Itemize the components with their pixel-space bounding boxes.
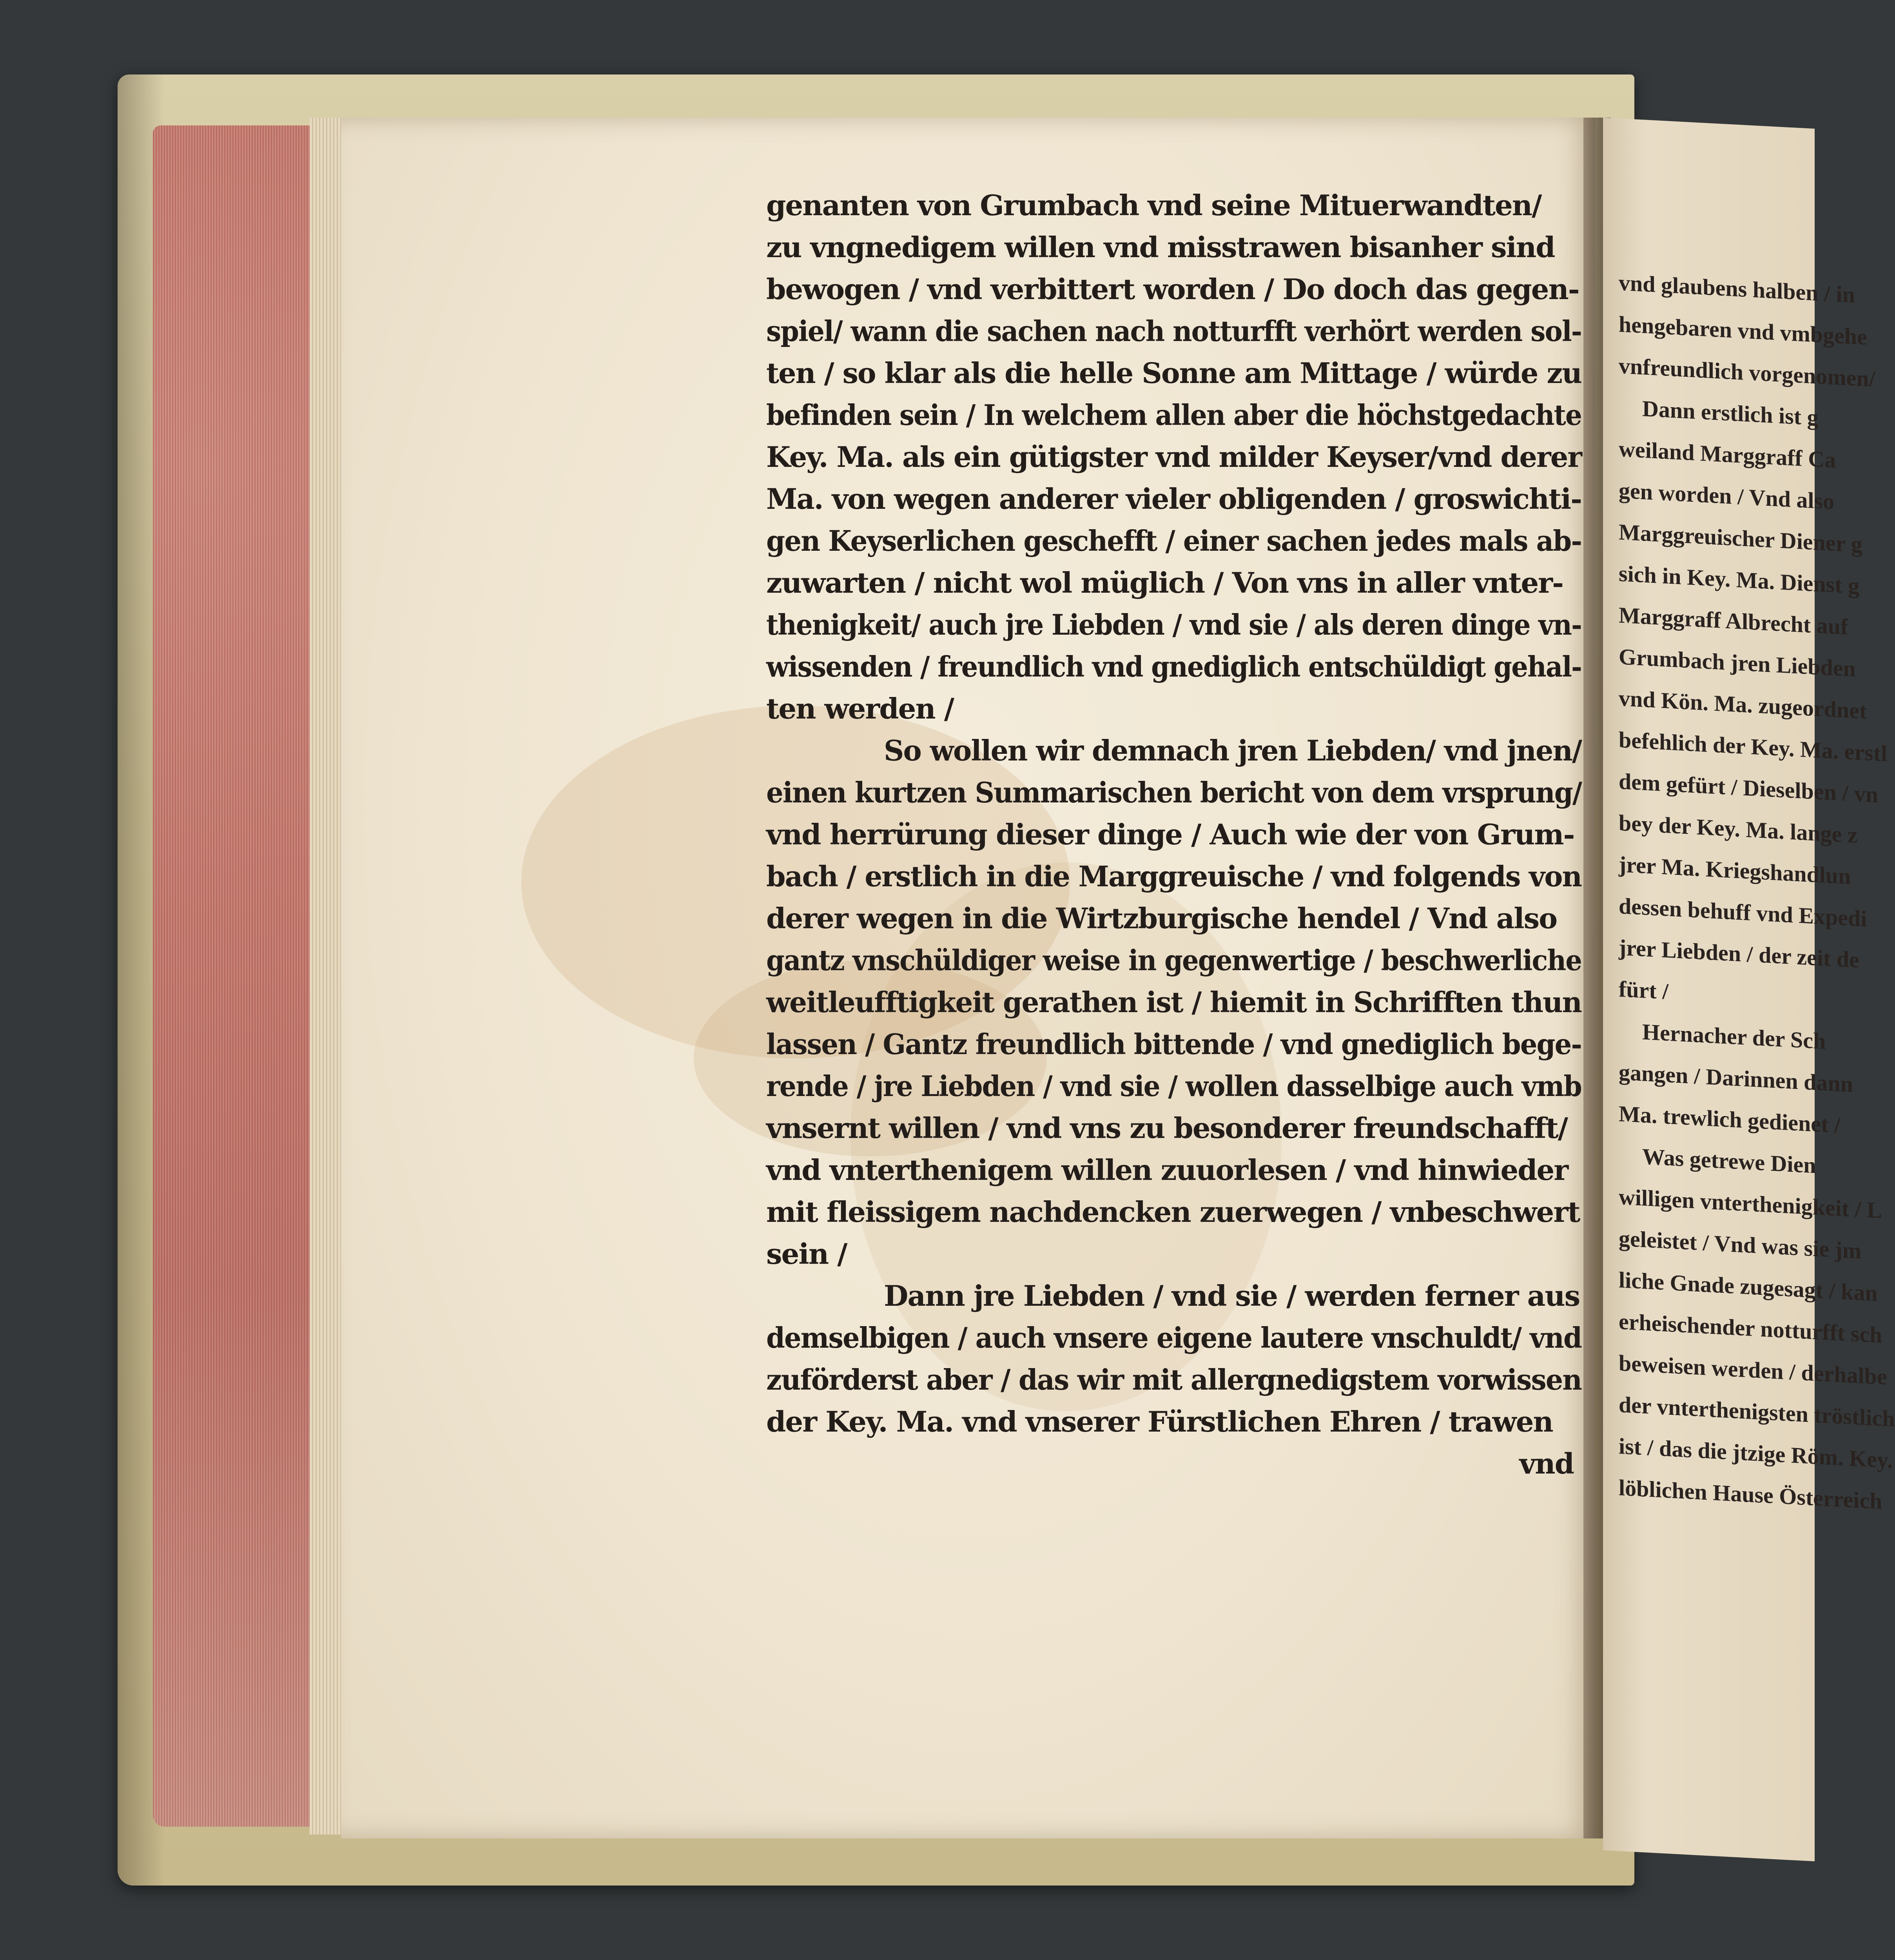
recto-line: dem gefürt / Dieselben / vn bbox=[1619, 768, 1879, 808]
recto-line: erheischender notturfft sch bbox=[1619, 1308, 1882, 1348]
recto-line: vnd Kön. Ma. zugeordnet bbox=[1619, 685, 1867, 724]
text-line: vnd vnterthenigem willen zuuorlesen / vnd hinwieder bbox=[766, 1153, 1568, 1187]
text-line: gen Keyserlichen geschefft / einer sachen jedes mals ab- bbox=[766, 524, 1581, 557]
recto-line: sich in Key. Ma. Dienst g bbox=[1619, 561, 1859, 599]
text-line: Ma. von wegen anderer vieler obligenden / groswichti- bbox=[766, 482, 1581, 515]
recto-line: bey der Key. Ma. lange z bbox=[1619, 810, 1858, 848]
recto-line: jrer Ma. Kriegshandlun bbox=[1619, 851, 1851, 889]
recto-line: hengebaren vnd vmbgehe bbox=[1619, 311, 1867, 350]
recto-line: Hernacher der Sch bbox=[1642, 1019, 1826, 1054]
text-line: mit fleissigem nachdencken zuerwegen / vnbeschwert bbox=[766, 1195, 1580, 1229]
text-line: zuförderst aber / das wir mit allergnedigstem vorwissen bbox=[766, 1363, 1581, 1396]
recto-line: fürt / bbox=[1619, 976, 1669, 1004]
text-line: befinden sein / In welchem allen aber die höchstgedachte bbox=[766, 398, 1581, 432]
text-line: lassen / Gantz freundlich bittende / vnd gnediglich bege- bbox=[766, 1027, 1581, 1061]
recto-line: befehlich der Key. Ma. erstl bbox=[1619, 727, 1888, 767]
page-stack bbox=[310, 118, 345, 1835]
text-line: Dann jre Liebden / vnd sie / werden ferner aus bbox=[884, 1279, 1580, 1312]
text-line: bach / erstlich in die Marggreuische / vnd folgends von bbox=[766, 860, 1581, 893]
text-line: thenigkeit/ auch jre Liebden / vnd sie / als deren dinge vn- bbox=[766, 608, 1581, 641]
text-line: ten / so klar als die helle Sonne am Mittage / würde zu bbox=[766, 356, 1581, 390]
recto-line: Marggreuischer Diener g bbox=[1619, 519, 1862, 557]
text-line: vnd herrürung dieser dinge / Auch wie der von Grum- bbox=[766, 818, 1574, 851]
text-line: sein / bbox=[766, 1237, 847, 1270]
text-line: weitleufftigkeit gerathen ist / hiemit in Schrifften thun bbox=[766, 985, 1581, 1019]
recto-line: löblichen Hause Österreich bbox=[1619, 1475, 1882, 1514]
recto-line: Dann erstlich ist g bbox=[1642, 396, 1819, 430]
recto-line: vnfreundlich vorgenomen/ bbox=[1619, 353, 1875, 392]
text-line: einen kurtzen Summarischen bericht von dem vrsprung/ bbox=[766, 776, 1581, 809]
recto-line: Marggraff Albrecht auf bbox=[1619, 602, 1848, 640]
text-line: wissenden / freundlich vnd gnediglich entschüldigt gehal- bbox=[766, 650, 1581, 683]
text-line: demselbigen / auch vnsere eigene lautere vnschuldt/ vnd bbox=[766, 1321, 1581, 1354]
text-line: gantz vnschüldiger weise in gegenwertige / beschwerliche bbox=[766, 944, 1581, 977]
recto-line: der vnterthenigsten tröstlich bbox=[1619, 1392, 1895, 1432]
recto-line: dessen behuff vnd Expedi bbox=[1619, 893, 1867, 932]
recto-line: willigen vnterthenigkeit / L bbox=[1619, 1184, 1882, 1223]
recto-line: Was getrewe Dien bbox=[1642, 1143, 1816, 1178]
text-line: Key. Ma. als ein gütigster vnd milder Keyser/vnd derer bbox=[766, 440, 1581, 474]
text-line: derer wegen in die Wirtzburgische hendel / Vnd also bbox=[766, 902, 1557, 935]
text-line: rende / jre Liebden / vnd sie / wollen dasselbige auch vmb bbox=[766, 1069, 1581, 1103]
recto-line: vnd glaubens halben / in bbox=[1619, 270, 1855, 308]
recto-text-block bbox=[1619, 220, 1895, 1521]
catchword: vnd bbox=[1519, 1447, 1574, 1480]
text-line: genanten von Grumbach vnd seine Mituerwandten/ bbox=[766, 189, 1541, 222]
recto-line: Grumbach jren Liebden bbox=[1619, 644, 1856, 682]
text-line: vnsernt willen / vnd vns zu besonderer freundschafft/ bbox=[766, 1111, 1568, 1145]
recto-line: ist / das die jtzige Röm. Key. bbox=[1619, 1433, 1893, 1473]
text-line: der Key. Ma. vnd vnserer Fürstlichen Ehren / trawen bbox=[766, 1405, 1553, 1438]
text-line: So wollen wir demnach jren Liebden/ vnd jnen/ bbox=[884, 734, 1581, 767]
recto-line: gen worden / Vnd also bbox=[1619, 477, 1835, 514]
recto-line: beweisen werden / derhalbe bbox=[1619, 1350, 1887, 1390]
recto-line: weiland Marggraff Ca bbox=[1619, 436, 1836, 473]
text-line: zuwarten / nicht wol müglich / Von vns in aller vnter- bbox=[766, 566, 1563, 599]
main-text-block bbox=[766, 184, 1589, 1485]
recto-line: geleistet / Vnd was sie jm bbox=[1619, 1225, 1862, 1264]
recto-page bbox=[1603, 118, 1895, 1861]
text-line: zu vngnedigem willen vnd misstrawen bisanher sind bbox=[766, 230, 1555, 264]
recto-line: Ma. trewlich gedienet / bbox=[1619, 1101, 1841, 1138]
red-speckled-page-edges bbox=[153, 125, 321, 1827]
recto-line: liche Gnade zugesagt / kan bbox=[1619, 1267, 1878, 1306]
text-line: bewogen / vnd verbittert worden / Do doch das gegen- bbox=[766, 272, 1579, 306]
text-line: spiel/ wann die sachen nach notturfft verhört werden sol- bbox=[766, 314, 1581, 348]
recto-line: jrer Liebden / der zeit de bbox=[1619, 935, 1859, 973]
recto-line: gangen / Darinnen dann bbox=[1619, 1059, 1853, 1097]
text-line: ten werden / bbox=[766, 692, 954, 725]
